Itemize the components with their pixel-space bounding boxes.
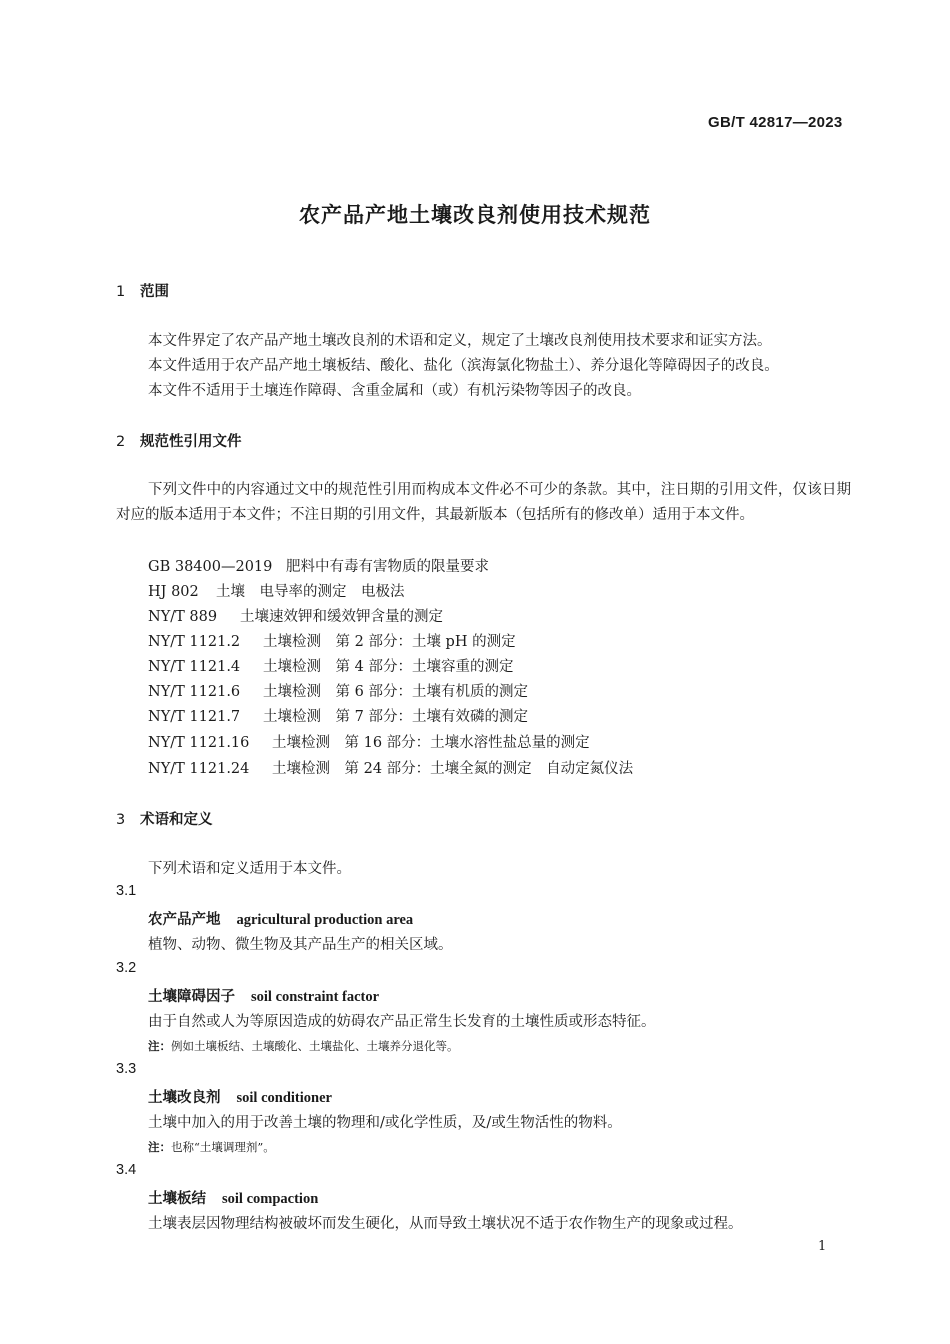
reference-code: HJ 802	[148, 584, 199, 600]
reference-code: NY/T 1121.24	[148, 761, 250, 777]
term-en: soil conditioner	[236, 1090, 332, 1106]
term-definition: 由于自然或人为等原因造成的妨碍农产品正常生长发育的土壤性质或形态特征。	[148, 1014, 656, 1030]
reference-item	[148, 757, 633, 778]
section-number: 1	[116, 284, 126, 300]
term-zh: 土壤改良剂	[148, 1090, 221, 1106]
reference-title: 肥料中有毒有害物质的限量要求	[286, 559, 489, 575]
reference-title: 土壤速效钾和缓效钾含量的测定	[240, 609, 443, 625]
term-en: agricultural production area	[236, 912, 414, 928]
term-definition: 土壤表层因物理结构被破坏而发生硬化，从而导致土壤状况不适于农作物生产的现象或过程。	[148, 1216, 743, 1232]
reference-item	[148, 555, 489, 576]
reference-title: 土壤检测 第 24 部分：土壤全氮的测定 自动定氮仪法	[272, 761, 634, 777]
reference-title: 土壤检测 第 2 部分：土壤 pH 的测定	[263, 634, 516, 650]
paragraph: 下列文件中的内容通过文中的规范性引用而构成本文件必不可少的条款。其中，注日期的引用文件，仅该日期对应的版本适用于本文件；不注日期的引用文件，其最新版本（包括所有的修改单）适用于本文件。	[116, 482, 851, 523]
reference-code: NY/T 1121.7	[148, 709, 241, 725]
term-zh: 土壤板结	[148, 1191, 206, 1207]
reference-item	[148, 680, 528, 701]
term-heading	[148, 985, 379, 1006]
section-title: 规范性引用文件	[140, 434, 242, 450]
reference-item	[148, 705, 528, 726]
standard-code: GB/T 42817—2023	[708, 114, 843, 131]
term-en: soil compaction	[222, 1191, 319, 1207]
reference-item	[148, 630, 516, 651]
section-heading-scope	[116, 280, 169, 301]
reference-item	[148, 655, 513, 676]
reference-title: 土壤 电导率的测定 电极法	[216, 584, 405, 600]
term-note	[148, 1139, 275, 1155]
term-heading	[148, 908, 413, 929]
term-zh: 农产品产地	[148, 912, 221, 928]
reference-title: 土壤检测 第 16 部分：土壤水溶性盐总量的测定	[272, 735, 590, 751]
reference-code: NY/T 889	[148, 609, 218, 625]
term-zh: 土壤障碍因子	[148, 989, 235, 1005]
term-number: 3.4	[116, 1162, 137, 1178]
paragraph: 下列术语和定义适用于本文件。	[148, 861, 351, 877]
section-heading-normative-references	[116, 430, 242, 451]
paragraph: 本文件不适用于土壤连作障碍、含重金属和（或）有机污染物等因子的改良。	[148, 383, 641, 399]
reference-code: NY/T 1121.6	[148, 684, 241, 700]
note-text: 例如土壤板结、土壤酸化、土壤盐化、土壤养分退化等。	[171, 1039, 459, 1053]
document-title: 农产品产地土壤改良剂使用技术规范	[299, 203, 651, 227]
section-number: 2	[116, 434, 126, 450]
reference-title: 土壤检测 第 4 部分：土壤容重的测定	[263, 659, 514, 675]
section-number: 3	[116, 812, 126, 828]
reference-item	[148, 731, 590, 752]
reference-code: NY/T 1121.2	[148, 634, 241, 650]
term-number: 3.1	[116, 883, 137, 899]
term-definition: 植物、动物、微生物及其产品生产的相关区域。	[148, 937, 453, 953]
term-number: 3.3	[116, 1061, 137, 1077]
reference-code: GB 38400—2019	[148, 559, 273, 575]
note-text: 也称“土壤调理剂”。	[171, 1140, 275, 1154]
term-en: soil constraint factor	[251, 989, 380, 1005]
reference-code: NY/T 1121.16	[148, 735, 250, 751]
reference-code: NY/T 1121.4	[148, 659, 241, 675]
section-title: 范围	[140, 284, 169, 300]
note-label: 注：	[148, 1140, 171, 1154]
reference-item	[148, 605, 443, 626]
term-definition: 土壤中加入的用于改善土壤的物理和/或化学性质，及/或生物活性的物料。	[148, 1115, 622, 1131]
reference-title: 土壤检测 第 6 部分：土壤有机质的测定	[263, 684, 528, 700]
paragraph: 本文件适用于农产品产地土壤板结、酸化、盐化（滨海氯化物盐土）、养分退化等障碍因子的改良。	[148, 358, 779, 374]
term-note	[148, 1038, 459, 1054]
note-label: 注：	[148, 1039, 171, 1053]
paragraph: 本文件界定了农产品产地土壤改良剂的术语和定义，规定了土壤改良剂使用技术要求和证实方法。	[148, 333, 772, 349]
reference-title: 土壤检测 第 7 部分：土壤有效磷的测定	[263, 709, 528, 725]
section-heading-terms-and-definitions	[116, 808, 213, 829]
term-heading	[148, 1086, 332, 1107]
term-number: 3.2	[116, 960, 137, 976]
page-number: 1	[818, 1239, 827, 1254]
reference-item	[148, 580, 405, 601]
term-heading	[148, 1187, 318, 1208]
section-title: 术语和定义	[140, 812, 213, 828]
